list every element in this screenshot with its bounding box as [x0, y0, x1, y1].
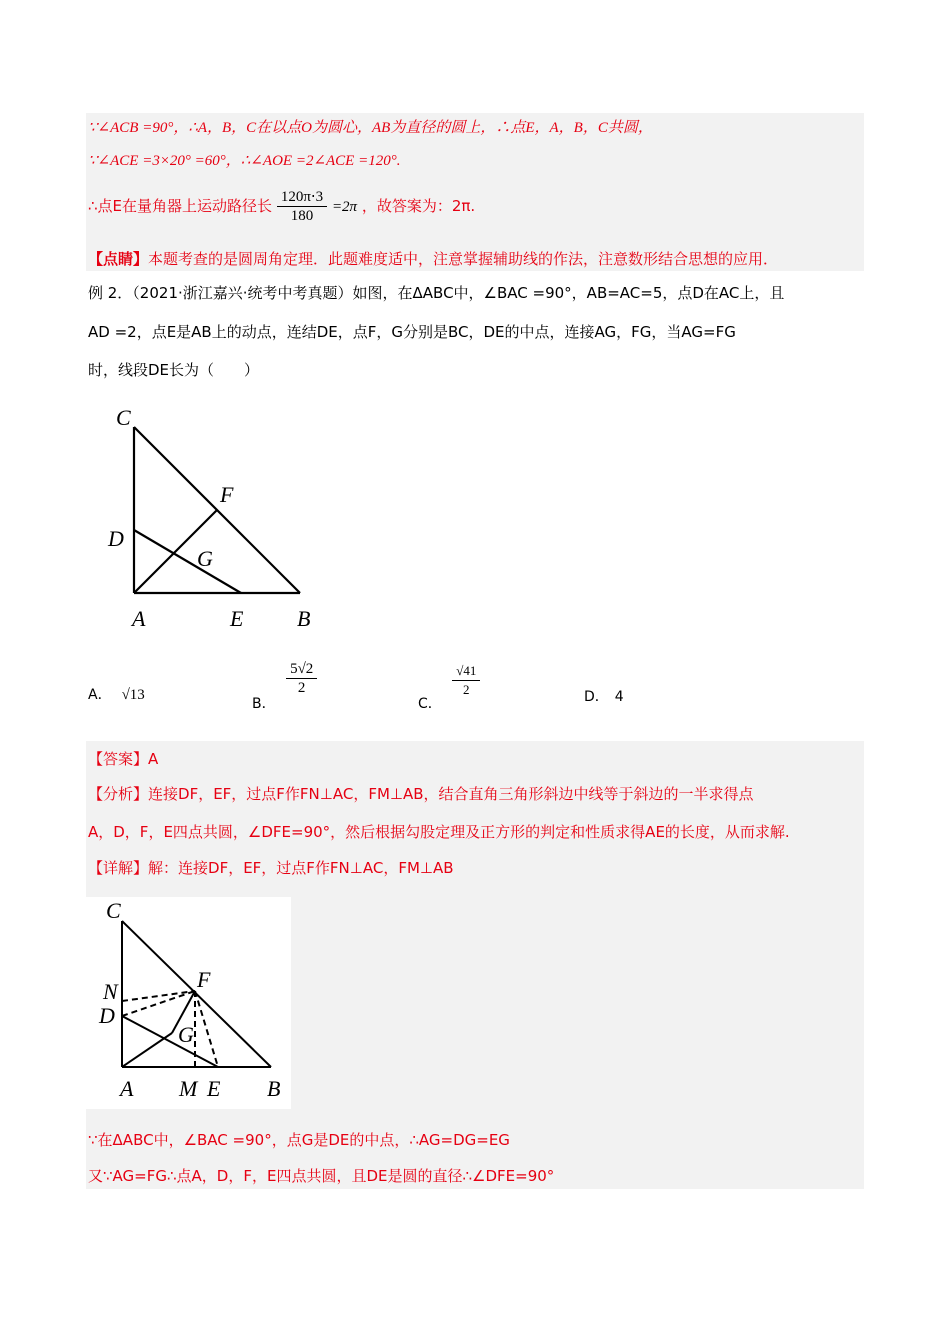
label-F: F — [220, 482, 234, 507]
example-line-2: AD =2，点E是AB上的动点，连结DE，点F，G分别是BC，DE的中点，连接AG，FG，当AG=FG — [88, 323, 736, 341]
fig2-label-C: C — [106, 898, 121, 923]
fig2-label-E: E — [207, 1076, 221, 1101]
answer-line: 【答案】A — [88, 750, 159, 768]
example-line-3: 时，线段DE长为（ ） — [88, 361, 260, 379]
option-b[interactable]: B． $\frac{5√2}{2}$ — [252, 660, 317, 697]
comment-line: 【点睛】本题考查的是圆周角定理．此题难度适中，注意掌握辅助线的作法，注意数形结合思想的应用． — [88, 250, 779, 268]
label-B: B — [297, 606, 311, 631]
fig2-label-M: M — [179, 1076, 198, 1101]
option-a[interactable]: A． √13 — [88, 687, 145, 703]
solution-line-3: ∴点E在量角器上运动路径长 $\frac{120\pi\cdot 3}{180}$ =2π ，故答案为：2π. — [88, 189, 476, 224]
example-line-1: 例 2．（2021·浙江嘉兴·统考中考真题）如图，在ΔABC中，∠BAC =90°，AB=AC=5，点D在AC上，且 — [88, 284, 785, 302]
detail-line: 【详解】解：连接DF，EF，过点F作FN⊥AC，FM⊥AB — [88, 859, 454, 877]
label-C: C — [116, 405, 131, 430]
label-D: D — [108, 526, 124, 551]
option-c[interactable]: C． $\frac{√41}{2}$ — [418, 662, 480, 699]
analysis-line-2: A，D，F，E四点共圆，∠DFE=90°，然后根据勾股定理及正方形的判定和性质求得AE的长度，从而求解. — [88, 823, 790, 841]
label-G: G — [197, 546, 213, 571]
solution-line-1: ∵∠ACB =90°，∴A，B，C在以点O为圆心，AB为直径的圆上，∴点E，A，B，C共圆， — [88, 120, 653, 136]
fig2-label-N: N — [103, 979, 118, 1004]
fig2-label-G: G — [178, 1022, 194, 1047]
fig2-label-B: B — [267, 1076, 281, 1101]
label-A: A — [132, 606, 146, 631]
fig2-label-F: F — [197, 967, 211, 992]
proof-line-1: ∵在ΔABC中，∠BAC =90°，点G是DE的中点，∴AG=DG=EG — [88, 1131, 510, 1149]
analysis-line-1: 【分析】连接DF，EF，过点F作FN⊥AC，FM⊥AB，结合直角三角形斜边中线等于斜边的一半求得点 — [88, 785, 754, 803]
solution-line-2: ∵∠ACE =3×20° =60°，∴∠AOE =2∠ACE =120°. — [88, 153, 401, 169]
fig2-label-D: D — [99, 1003, 115, 1028]
triangle-figure-2 — [86, 897, 291, 1109]
triangle-figure-1 — [100, 400, 330, 640]
label-E: E — [230, 606, 244, 631]
proof-line-2: 又∵AG=FG∴点A，D，F，E四点共圆，且DE是圆的直径∴∠DFE=90° — [88, 1167, 555, 1185]
option-d[interactable]: D． 4 — [584, 689, 624, 705]
fig2-label-A: A — [120, 1076, 134, 1101]
path-length-fraction: $\frac{120\pi\cdot 3}{180}$ — [277, 188, 327, 225]
